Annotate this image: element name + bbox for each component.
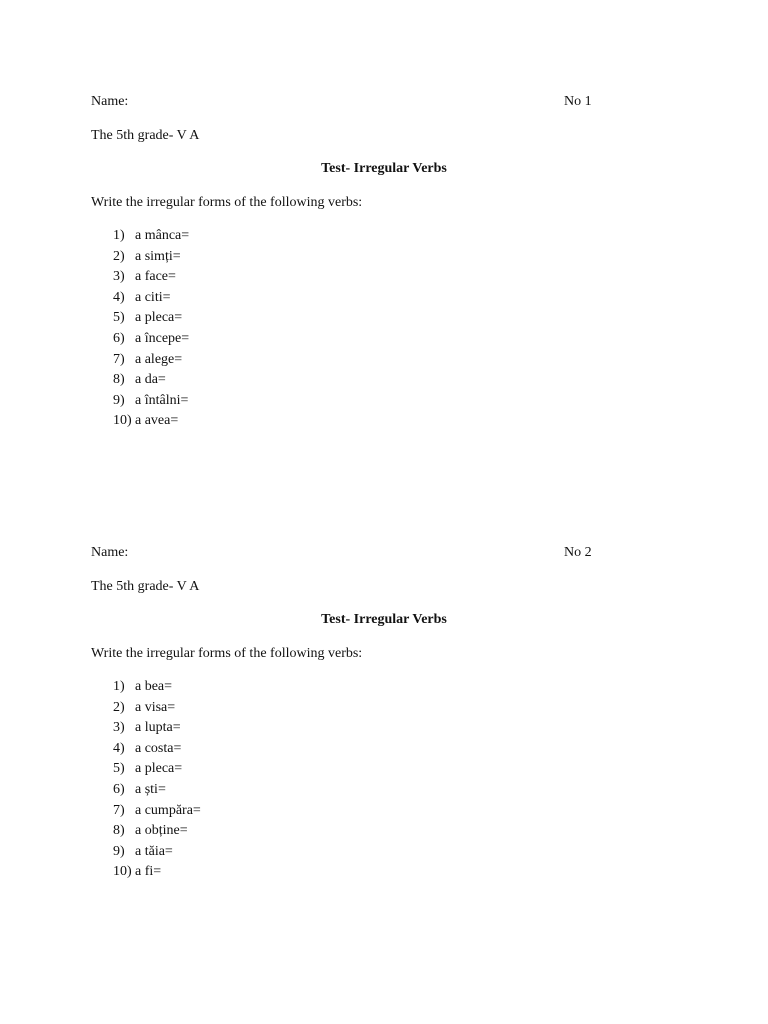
verb-number: 6) xyxy=(113,781,125,797)
verb-text: a mânca= xyxy=(135,228,190,243)
verb-number: 9) xyxy=(113,843,125,859)
verb-number: 8) xyxy=(113,372,125,388)
verb-text: a citi= xyxy=(135,289,171,305)
name-label: Name: xyxy=(91,545,129,560)
test-sheet-1 xyxy=(0,0,768,429)
instructions: Write the irregular forms of the following verbs: xyxy=(91,646,363,661)
verb-text: a avea= xyxy=(135,413,179,429)
verb-text: a tăia= xyxy=(135,843,173,859)
test-sheet-2 xyxy=(0,451,768,880)
verb-number: 2) xyxy=(113,699,125,715)
verb-text: a lupta= xyxy=(135,720,181,736)
verb-text: a face= xyxy=(135,269,176,285)
verb-number: 5) xyxy=(113,761,125,777)
verb-number: 9) xyxy=(113,392,125,408)
verb-number: 4) xyxy=(113,740,125,756)
test-title: Test- Irregular Verbs xyxy=(321,612,447,627)
test-number: No 1 xyxy=(564,94,592,109)
verb-number: 6) xyxy=(113,330,125,346)
verb-text: a cumpăra= xyxy=(135,802,201,818)
verb-number: 5) xyxy=(113,310,125,326)
verb-text: a fi= xyxy=(135,864,162,880)
verb-number: 7) xyxy=(113,802,125,818)
grade-label: The 5th grade- V A xyxy=(91,128,200,143)
verb-number: 10) xyxy=(113,413,132,429)
verb-text: a începe= xyxy=(135,330,190,346)
verb-number: 3) xyxy=(113,269,125,285)
verb-number: 7) xyxy=(113,351,125,367)
verb-text: a costa= xyxy=(135,740,182,756)
verb-number: 1) xyxy=(113,228,125,243)
verb-text: a bea= xyxy=(135,679,173,694)
verb-number: 8) xyxy=(113,823,125,839)
verb-number: 3) xyxy=(113,720,125,736)
verb-text: a pleca= xyxy=(135,310,183,326)
verb-number: 1) xyxy=(113,679,125,694)
verb-text: a obține= xyxy=(135,823,188,839)
instructions: Write the irregular forms of the following verbs: xyxy=(91,195,363,210)
verb-text: a alege= xyxy=(135,351,183,367)
verb-number: 10) xyxy=(113,864,132,880)
test-number: No 2 xyxy=(564,545,592,560)
verb-text: a pleca= xyxy=(135,761,183,777)
test-title: Test- Irregular Verbs xyxy=(321,161,447,176)
verb-number: 2) xyxy=(113,248,125,264)
verb-text: a întâlni= xyxy=(135,392,189,408)
verb-text: a visa= xyxy=(135,699,176,715)
name-label: Name: xyxy=(91,94,129,109)
grade-label: The 5th grade- V A xyxy=(91,579,200,594)
verb-text: a da= xyxy=(135,372,166,388)
verb-number: 4) xyxy=(113,289,125,305)
verb-text: a ști= xyxy=(135,781,166,797)
verb-text: a simți= xyxy=(135,248,181,264)
